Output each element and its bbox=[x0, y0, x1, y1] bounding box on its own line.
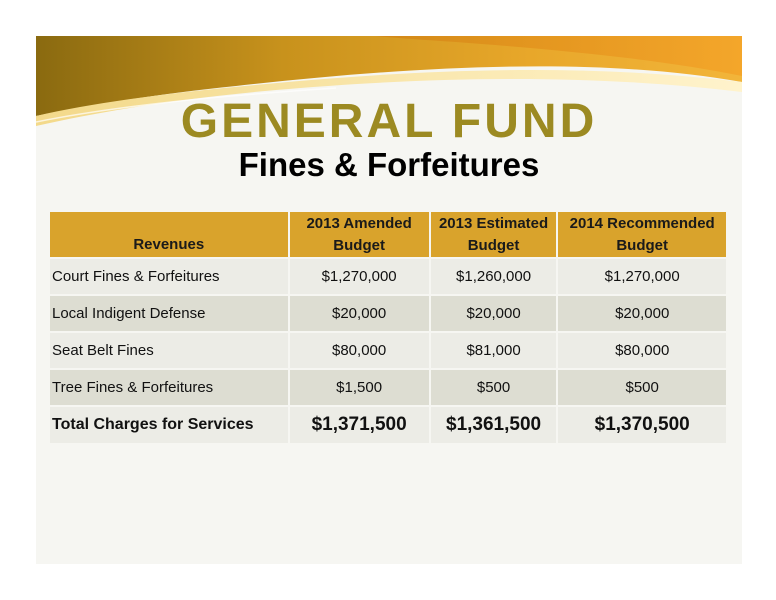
budget-table bbox=[48, 210, 728, 445]
header-2013-estimated-line2: Budget bbox=[467, 236, 520, 254]
header-2013-amended-line2: Budget bbox=[333, 236, 385, 254]
header-2014-recommended bbox=[558, 212, 726, 257]
header-2013-estimated bbox=[431, 212, 557, 257]
header-2013-amended-line1: 2013 Amended bbox=[306, 214, 412, 232]
cell-estimated: $20,000 bbox=[431, 296, 557, 331]
cell-recommended: $500 bbox=[558, 370, 726, 405]
table-header-row bbox=[50, 212, 726, 257]
cell-amended: $20,000 bbox=[290, 296, 429, 331]
page-title: GENERAL FUND bbox=[180, 95, 598, 148]
slide bbox=[36, 36, 742, 564]
cell-amended: $1,500 bbox=[290, 370, 429, 405]
header-2014-recommended-line1: 2014 Recommended bbox=[569, 214, 715, 232]
total-recommended: $1,370,500 bbox=[558, 407, 726, 443]
cell-estimated: $500 bbox=[431, 370, 557, 405]
row-label: Tree Fines & Forfeitures bbox=[50, 370, 288, 405]
table-total-row bbox=[50, 407, 726, 443]
cell-recommended: $20,000 bbox=[558, 296, 726, 331]
page-subtitle: Fines & Forfeitures bbox=[238, 146, 540, 183]
total-label: Total Charges for Services bbox=[50, 407, 288, 443]
row-label: Local Indigent Defense bbox=[50, 296, 288, 331]
row-label: Court Fines & Forfeitures bbox=[50, 259, 288, 294]
header-2013-estimated-line1: 2013 Estimated bbox=[438, 214, 549, 232]
cell-amended: $1,270,000 bbox=[290, 259, 429, 294]
header-2013-amended bbox=[290, 212, 429, 257]
row-label: Seat Belt Fines bbox=[50, 333, 288, 368]
table-row bbox=[50, 370, 726, 405]
total-amended: $1,371,500 bbox=[290, 407, 429, 443]
cell-estimated: $81,000 bbox=[431, 333, 557, 368]
cell-recommended: $1,270,000 bbox=[558, 259, 726, 294]
table-row bbox=[50, 259, 726, 294]
table-row bbox=[50, 296, 726, 331]
header-revenues: Revenues bbox=[50, 212, 288, 257]
cell-estimated: $1,260,000 bbox=[431, 259, 557, 294]
header-2014-recommended-line2: Budget bbox=[616, 236, 669, 254]
table-row bbox=[50, 333, 726, 368]
total-estimated: $1,361,500 bbox=[431, 407, 557, 443]
cell-amended: $80,000 bbox=[290, 333, 429, 368]
cell-recommended: $80,000 bbox=[558, 333, 726, 368]
